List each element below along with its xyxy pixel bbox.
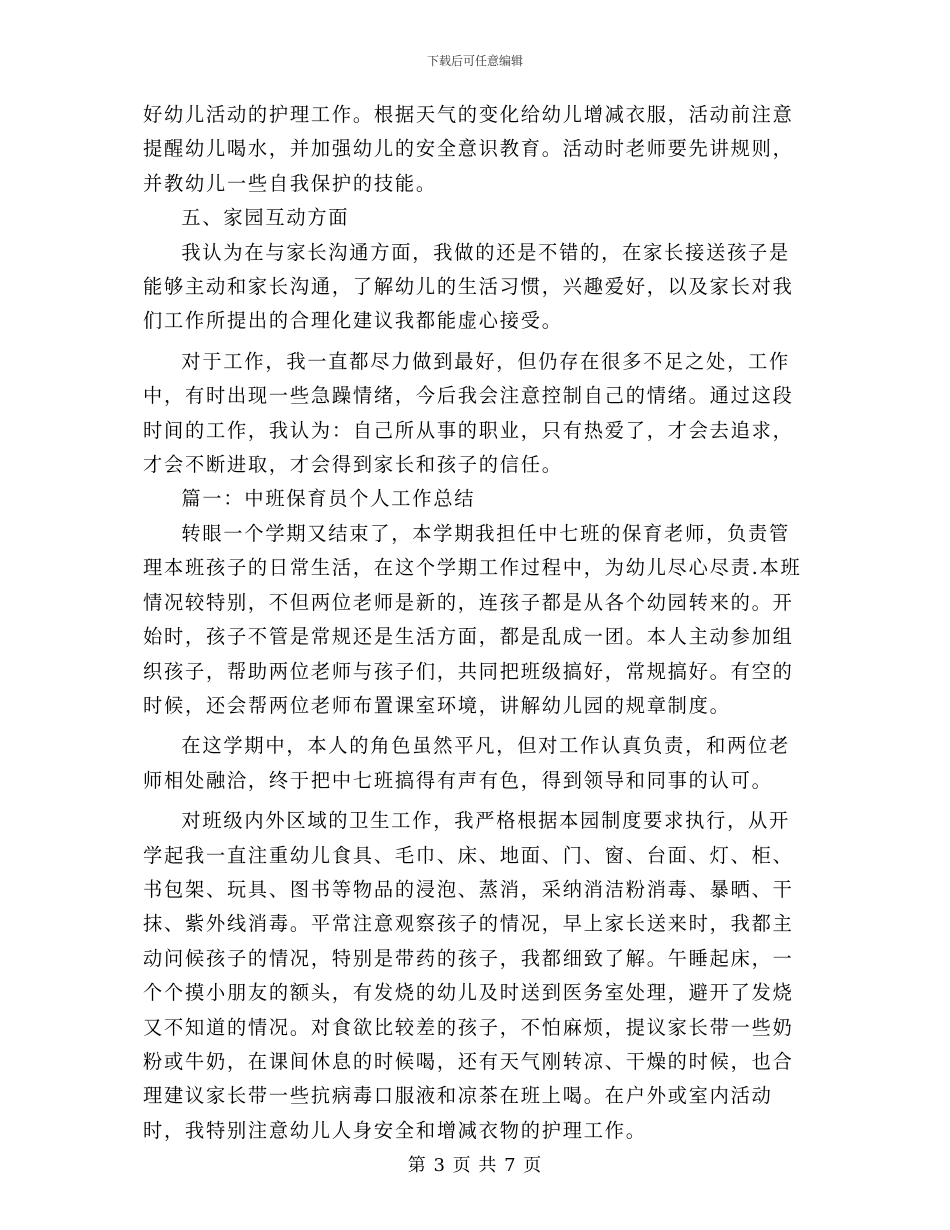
article-title: 篇一：中班保育员个人工作总结 <box>181 487 476 511</box>
page-number: 第 3 页 共 7 页 <box>407 1155 543 1176</box>
paragraph-role: 在这学期中，本人的角色虽然平凡，但对工作认真负责，和两位老师相处融洽，终于把中七班搞得有声有色，得到领导和同事的认可。 <box>143 734 791 792</box>
page-header: 下载后可任意编辑 <box>426 54 523 68</box>
paragraph-parent-communication: 我认为在与家长沟通方面，我做的还是不错的，在家长接送孩子是能够主动和家长沟通，了解幼儿的生活习惯，兴趣爱好，以及家长对我们工作所提出的合理化建议我都能虚心接受。 <box>143 240 794 333</box>
section-heading-home-school: 五、家园互动方面 <box>181 206 350 230</box>
document-body <box>143 98 807 1148</box>
paragraph-continuation: 好幼儿活动的护理工作。根据天气的变化给幼儿增减衣服，活动前注意提醒幼儿喝水，并加强幼儿的安全意识教育。活动时老师要先讲规则，并教幼儿一些自我保护的技能。 <box>143 103 794 195</box>
paragraph-semester-intro: 转眼一个学期又结束了，本学期我担任中七班的保育老师，负责管理本班孩子的日常生活，在这个学期工作过程中，为幼儿尽心尽责.本班情况较特别，不但两位老师是新的，连孩子都是从各个幼园转来的。开始时，孩子不管是常规还是生活方面，都是乱成一团。本人主动参加组织孩子，帮助两位老师与孩子们，共同把班级搞好，常规搞好。有空的时候，还会帮两位老师布置课室环境，讲解幼儿园的规章制度。 <box>143 521 802 717</box>
paragraph-self-reflection: 对于工作，我一直都尽力做到最好，但仍存在很多不足之处，工作中，有时出现一些急躁情绪，今后我会注意控制自己的情绪。通过这段时间的工作，我认为：自己所从事的职业，只有热爱了，才会去追求，才会不断进取，才会得到家长和孩子的信任。 <box>143 349 794 477</box>
paragraph-hygiene: 对班级内外区域的卫生工作，我严格根据本园制度要求执行，从开学起我一直注重幼儿食具、毛巾、床、地面、门、窗、台面、灯、柜、书包架、玩具、图书等物品的浸泡、蒸消，采纳消洁粉消毒、暴晒、干抹、紫外线消毒。平常注意观察孩子的情况，早上家长送来时，我都主动问候孩子的情况，特别是带药的孩子，我都细致了解。午睡起床，一个个摸小朋友的额头，有发烧的幼儿及时送到医务室处理，避开了发烧又不知道的情况。对食欲比较差的孩子，不怕麻烦，提议家长带一些奶粉或牛奶，在课间休息的时候喝，还有天气刚转凉、干燥的时候，也合理建议家长带一些抗病毒口服液和凉茶在班上喝。在户外或室内活动时，我特别注意幼儿人身安全和增减衣物的护理工作。 <box>143 809 794 1142</box>
